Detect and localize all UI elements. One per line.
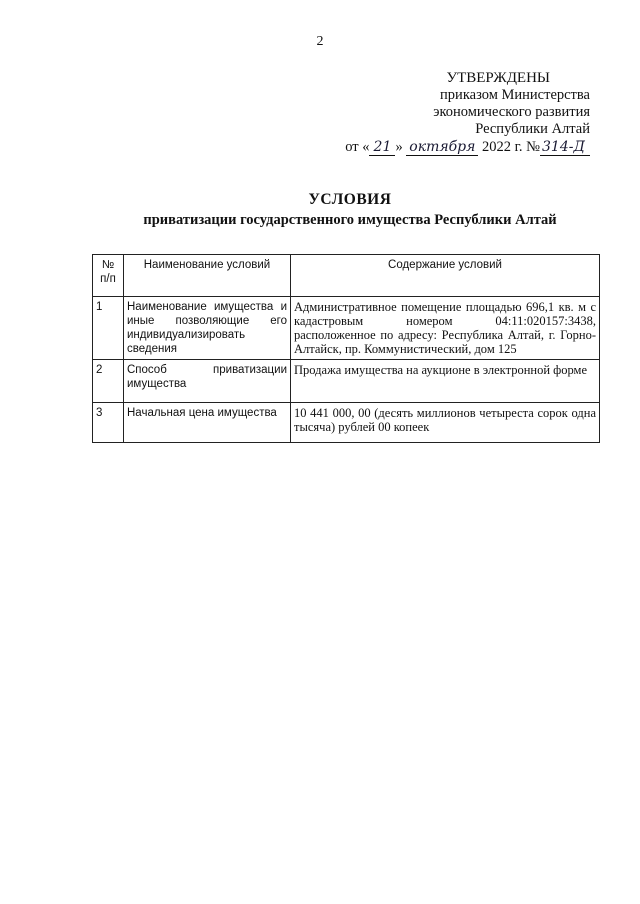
header-content: Содержание условий	[291, 255, 600, 297]
approval-heading: УТВЕРЖДЕНЫ	[446, 70, 550, 86]
approval-line-3: Республики Алтай	[475, 121, 590, 137]
table-row	[93, 403, 600, 443]
header-num: № п/п	[93, 255, 124, 297]
row-name: Наименование имущества и иные позволяющие его индивидуализировать сведения	[124, 297, 291, 360]
approval-line-1: приказом Министерства	[440, 87, 590, 103]
row-name: Способ приватизации имущества	[124, 360, 291, 403]
row-content: Продажа имущества на аукционе в электронной форме	[291, 360, 600, 403]
title-line-2: приватизации государственного имущества Республики Алтай	[143, 212, 557, 228]
date-day-handwritten: 21	[369, 140, 395, 156]
row-num: 2	[93, 360, 124, 403]
header-name: Наименование условий	[124, 255, 291, 297]
date-prefix: от «	[345, 139, 370, 155]
conditions-table	[92, 254, 600, 443]
doc-number-handwritten: 314-Д	[540, 140, 590, 156]
row-content: 10 441 000, 00 (десять миллионов четыреста сорок одна тысяча) рублей 00 копеек	[291, 403, 600, 443]
approval-line-2: экономического развития	[433, 104, 590, 120]
table-row	[93, 297, 600, 360]
approval-date-line	[345, 139, 590, 156]
row-num: 3	[93, 403, 124, 443]
date-mid: »	[395, 139, 403, 155]
approval-stamp	[345, 70, 590, 156]
row-name: Начальная цена имущества	[124, 403, 291, 443]
page-number: 2	[316, 34, 324, 49]
table-header-row	[93, 255, 600, 297]
row-num: 1	[93, 297, 124, 360]
date-year: 2022 г. №	[481, 139, 540, 155]
date-month-handwritten: октября	[406, 140, 478, 156]
document-title	[0, 191, 640, 229]
table-row	[93, 360, 600, 403]
title-line-1: УСЛОВИЯ	[308, 191, 392, 208]
row-content: Административное помещение площадью 696,1 кв. м с кадастровым номером 04:11:020157:3438, расположенное по адресу: Республика Алтай, г. Горно-Алтайск, пр. Коммунистический, дом 125	[291, 297, 600, 360]
